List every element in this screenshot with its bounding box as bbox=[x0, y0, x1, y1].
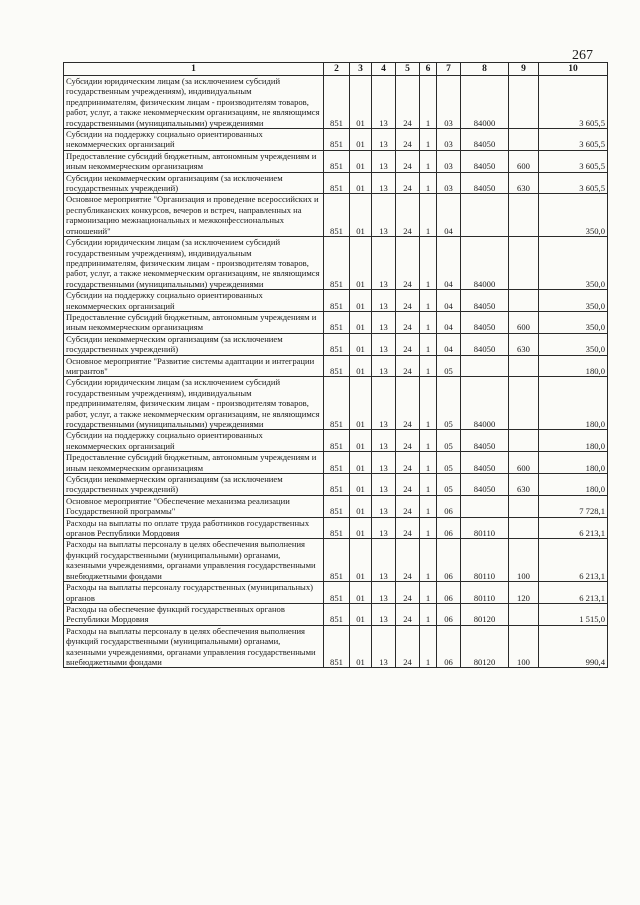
column-5-code: 24 bbox=[396, 76, 420, 129]
row-description: Предоставление субсидий бюджетным, автономным учреждениям и иным некоммерческим организациям bbox=[64, 311, 324, 333]
header-cell: 9 bbox=[509, 63, 539, 76]
row-description: Расходы на выплаты по оплате труда работников государственных органов Республики Мордовия bbox=[64, 517, 324, 539]
column-5-code: 24 bbox=[396, 237, 420, 290]
column-6-code: 1 bbox=[420, 517, 437, 539]
table-row bbox=[64, 355, 608, 377]
row-description: Предоставление субсидий бюджетным, автономным учреждениям и иным некоммерческим организациям bbox=[64, 452, 324, 474]
column-4-code: 13 bbox=[372, 172, 396, 194]
column-9-code: 630 bbox=[509, 474, 539, 496]
amount: 180,0 bbox=[539, 452, 608, 474]
column-8-code: 84050 bbox=[461, 333, 509, 355]
column-5-code: 24 bbox=[396, 430, 420, 452]
column-5-code: 24 bbox=[396, 582, 420, 604]
column-5-code: 24 bbox=[396, 539, 420, 582]
column-3-code: 01 bbox=[350, 172, 372, 194]
column-2-code: 851 bbox=[324, 172, 350, 194]
column-9-code: 630 bbox=[509, 172, 539, 194]
column-5-code: 24 bbox=[396, 517, 420, 539]
row-description: Расходы на выплаты персоналу в целях обеспечения выполнения функций государственными (муниципальными) органами, казенными учреждениями, органами управления государственными внебюджетными фондами bbox=[64, 539, 324, 582]
column-2-code: 851 bbox=[324, 311, 350, 333]
column-3-code: 01 bbox=[350, 76, 372, 129]
column-8-code: 80120 bbox=[461, 625, 509, 668]
column-5-code: 24 bbox=[396, 495, 420, 517]
column-9-code bbox=[509, 517, 539, 539]
column-7-code: 06 bbox=[437, 495, 461, 517]
table-row bbox=[64, 452, 608, 474]
table-row bbox=[64, 194, 608, 237]
column-9-code: 600 bbox=[509, 311, 539, 333]
column-4-code: 13 bbox=[372, 290, 396, 312]
column-6-code: 1 bbox=[420, 194, 437, 237]
table-row bbox=[64, 539, 608, 582]
column-4-code: 13 bbox=[372, 194, 396, 237]
column-2-code: 851 bbox=[324, 452, 350, 474]
row-description: Субсидии некоммерческим организациям (за исключением государственных учреждений) bbox=[64, 333, 324, 355]
column-2-code: 851 bbox=[324, 430, 350, 452]
column-2-code: 851 bbox=[324, 333, 350, 355]
column-2-code: 851 bbox=[324, 76, 350, 129]
column-7-code: 05 bbox=[437, 474, 461, 496]
table-row bbox=[64, 625, 608, 668]
column-4-code: 13 bbox=[372, 355, 396, 377]
table-row bbox=[64, 582, 608, 604]
column-9-code bbox=[509, 355, 539, 377]
column-8-code: 80110 bbox=[461, 582, 509, 604]
table-row bbox=[64, 517, 608, 539]
column-8-code: 80110 bbox=[461, 539, 509, 582]
column-9-code bbox=[509, 76, 539, 129]
column-8-code bbox=[461, 495, 509, 517]
row-description: Субсидии некоммерческим организациям (за исключением государственных учреждений) bbox=[64, 474, 324, 496]
column-2-code: 851 bbox=[324, 237, 350, 290]
column-8-code: 84050 bbox=[461, 311, 509, 333]
column-3-code: 01 bbox=[350, 582, 372, 604]
column-3-code: 01 bbox=[350, 194, 372, 237]
column-4-code: 13 bbox=[372, 495, 396, 517]
column-3-code: 01 bbox=[350, 539, 372, 582]
column-3-code: 01 bbox=[350, 333, 372, 355]
column-3-code: 01 bbox=[350, 517, 372, 539]
column-6-code: 1 bbox=[420, 495, 437, 517]
row-description: Основное мероприятие "Развитие системы адаптации и интеграции мигрантов" bbox=[64, 355, 324, 377]
table-row bbox=[64, 237, 608, 290]
table-row bbox=[64, 290, 608, 312]
column-9-code: 600 bbox=[509, 150, 539, 172]
row-description: Субсидии на поддержку социально ориентированных некоммерческих организаций bbox=[64, 290, 324, 312]
column-7-code: 03 bbox=[437, 172, 461, 194]
amount: 350,0 bbox=[539, 194, 608, 237]
column-9-code: 600 bbox=[509, 452, 539, 474]
table-row bbox=[64, 333, 608, 355]
column-4-code: 13 bbox=[372, 311, 396, 333]
column-4-code: 13 bbox=[372, 377, 396, 430]
column-3-code: 01 bbox=[350, 625, 372, 668]
amount: 180,0 bbox=[539, 377, 608, 430]
column-8-code: 84050 bbox=[461, 129, 509, 151]
table-row bbox=[64, 172, 608, 194]
column-7-code: 04 bbox=[437, 237, 461, 290]
column-7-code: 04 bbox=[437, 333, 461, 355]
header-cell: 5 bbox=[396, 63, 420, 76]
column-8-code bbox=[461, 194, 509, 237]
column-7-code: 03 bbox=[437, 150, 461, 172]
row-description: Расходы на выплаты персоналу в целях обеспечения выполнения функций государственными (муниципальными) органами, казенными учреждениями, органами управления государственными внебюджетными фондами bbox=[64, 625, 324, 668]
column-6-code: 1 bbox=[420, 129, 437, 151]
column-6-code: 1 bbox=[420, 474, 437, 496]
amount: 180,0 bbox=[539, 355, 608, 377]
column-6-code: 1 bbox=[420, 172, 437, 194]
amount: 3 605,5 bbox=[539, 129, 608, 151]
column-7-code: 03 bbox=[437, 76, 461, 129]
column-9-code bbox=[509, 495, 539, 517]
column-7-code: 03 bbox=[437, 129, 461, 151]
column-5-code: 24 bbox=[396, 355, 420, 377]
column-7-code: 04 bbox=[437, 290, 461, 312]
column-4-code: 13 bbox=[372, 582, 396, 604]
column-7-code: 06 bbox=[437, 539, 461, 582]
header-cell: 7 bbox=[437, 63, 461, 76]
column-4-code: 13 bbox=[372, 430, 396, 452]
column-8-code: 80110 bbox=[461, 517, 509, 539]
header-cell: 6 bbox=[420, 63, 437, 76]
column-2-code: 851 bbox=[324, 290, 350, 312]
column-6-code: 1 bbox=[420, 377, 437, 430]
column-7-code: 06 bbox=[437, 625, 461, 668]
amount: 180,0 bbox=[539, 474, 608, 496]
column-6-code: 1 bbox=[420, 539, 437, 582]
column-2-code: 851 bbox=[324, 377, 350, 430]
column-6-code: 1 bbox=[420, 290, 437, 312]
column-9-code bbox=[509, 603, 539, 625]
column-7-code: 04 bbox=[437, 194, 461, 237]
row-description: Субсидии некоммерческим организациям (за исключением государственных учреждений) bbox=[64, 172, 324, 194]
column-3-code: 01 bbox=[350, 452, 372, 474]
column-2-code: 851 bbox=[324, 603, 350, 625]
column-5-code: 24 bbox=[396, 625, 420, 668]
row-description: Субсидии юридическим лицам (за исключением субсидий государственным учреждениям), индивидуальным предпринимателям, физическим лицам - производителям товаров, работ, услуг, а также некоммерческим организациям, не являющимся государственными (муниципальными) учреждениями bbox=[64, 76, 324, 129]
column-9-code: 630 bbox=[509, 333, 539, 355]
column-8-code: 84050 bbox=[461, 452, 509, 474]
column-3-code: 01 bbox=[350, 474, 372, 496]
column-7-code: 06 bbox=[437, 603, 461, 625]
column-2-code: 851 bbox=[324, 150, 350, 172]
budget-table bbox=[63, 62, 608, 668]
amount: 7 728,1 bbox=[539, 495, 608, 517]
header-cell: 8 bbox=[461, 63, 509, 76]
column-4-code: 13 bbox=[372, 539, 396, 582]
column-2-code: 851 bbox=[324, 474, 350, 496]
row-description: Основное мероприятие "Обеспечение механизма реализации Государственной программы" bbox=[64, 495, 324, 517]
column-7-code: 05 bbox=[437, 355, 461, 377]
header-cell: 2 bbox=[324, 63, 350, 76]
column-5-code: 24 bbox=[396, 333, 420, 355]
amount: 3 605,5 bbox=[539, 150, 608, 172]
column-5-code: 24 bbox=[396, 129, 420, 151]
amount: 990,4 bbox=[539, 625, 608, 668]
column-4-code: 13 bbox=[372, 129, 396, 151]
column-9-code: 120 bbox=[509, 582, 539, 604]
amount: 3 605,5 bbox=[539, 76, 608, 129]
column-7-code: 06 bbox=[437, 582, 461, 604]
column-9-code bbox=[509, 377, 539, 430]
column-6-code: 1 bbox=[420, 311, 437, 333]
header-cell: 10 bbox=[539, 63, 608, 76]
column-6-code: 1 bbox=[420, 430, 437, 452]
column-6-code: 1 bbox=[420, 333, 437, 355]
row-description: Основное мероприятие "Организация и проведение всероссийских и республиканских конкурсов, вечеров и встреч, направленных на гармонизацию межнациональных и межконфессиональных отношений" bbox=[64, 194, 324, 237]
column-6-code: 1 bbox=[420, 76, 437, 129]
column-6-code: 1 bbox=[420, 603, 437, 625]
amount: 180,0 bbox=[539, 430, 608, 452]
column-3-code: 01 bbox=[350, 129, 372, 151]
column-4-code: 13 bbox=[372, 333, 396, 355]
table-row bbox=[64, 129, 608, 151]
column-3-code: 01 bbox=[350, 237, 372, 290]
column-3-code: 01 bbox=[350, 311, 372, 333]
row-description: Предоставление субсидий бюджетным, автономным учреждениям и иным некоммерческим организациям bbox=[64, 150, 324, 172]
table-row bbox=[64, 495, 608, 517]
column-4-code: 13 bbox=[372, 517, 396, 539]
table-row bbox=[64, 603, 608, 625]
column-6-code: 1 bbox=[420, 355, 437, 377]
row-description: Расходы на обеспечение функций государственных органов Республики Мордовия bbox=[64, 603, 324, 625]
column-8-code: 84050 bbox=[461, 430, 509, 452]
table-row bbox=[64, 377, 608, 430]
column-4-code: 13 bbox=[372, 474, 396, 496]
column-9-code bbox=[509, 430, 539, 452]
row-description: Субсидии на поддержку социально ориентированных некоммерческих организаций bbox=[64, 430, 324, 452]
column-3-code: 01 bbox=[350, 355, 372, 377]
table-row bbox=[64, 430, 608, 452]
column-7-code: 05 bbox=[437, 377, 461, 430]
row-description: Субсидии юридическим лицам (за исключением субсидий государственным учреждениям), индивидуальным предпринимателям, физическим лицам - производителям товаров, работ, услуг, а также некоммерческим организациям, не являющимся государственными (муниципальными) учреждениями bbox=[64, 237, 324, 290]
column-5-code: 24 bbox=[396, 172, 420, 194]
column-8-code: 84000 bbox=[461, 377, 509, 430]
header-cell: 3 bbox=[350, 63, 372, 76]
row-description: Субсидии юридическим лицам (за исключением субсидий государственным учреждениям), индивидуальным предпринимателям, физическим лицам - производителям товаров, работ, услуг, а также некоммерческим организациям, не являющимся государственными (муниципальными) учреждениями bbox=[64, 377, 324, 430]
column-9-code bbox=[509, 194, 539, 237]
column-6-code: 1 bbox=[420, 625, 437, 668]
page-number: 267 bbox=[572, 48, 593, 63]
column-8-code: 84000 bbox=[461, 76, 509, 129]
amount: 6 213,1 bbox=[539, 539, 608, 582]
header-row bbox=[64, 63, 608, 76]
column-8-code bbox=[461, 355, 509, 377]
column-4-code: 13 bbox=[372, 452, 396, 474]
column-9-code: 100 bbox=[509, 625, 539, 668]
column-3-code: 01 bbox=[350, 377, 372, 430]
column-8-code: 84000 bbox=[461, 237, 509, 290]
row-description: Субсидии на поддержку социально ориентированных некоммерческих организаций bbox=[64, 129, 324, 151]
column-3-code: 01 bbox=[350, 290, 372, 312]
column-8-code: 80120 bbox=[461, 603, 509, 625]
column-8-code: 84050 bbox=[461, 150, 509, 172]
column-9-code bbox=[509, 237, 539, 290]
column-6-code: 1 bbox=[420, 452, 437, 474]
column-6-code: 1 bbox=[420, 237, 437, 290]
amount: 6 213,1 bbox=[539, 517, 608, 539]
table-body bbox=[64, 76, 608, 668]
column-6-code: 1 bbox=[420, 582, 437, 604]
column-2-code: 851 bbox=[324, 129, 350, 151]
column-8-code: 84050 bbox=[461, 172, 509, 194]
table-row bbox=[64, 311, 608, 333]
column-7-code: 05 bbox=[437, 452, 461, 474]
column-6-code: 1 bbox=[420, 150, 437, 172]
column-5-code: 24 bbox=[396, 194, 420, 237]
table-row bbox=[64, 76, 608, 129]
column-9-code: 100 bbox=[509, 539, 539, 582]
column-4-code: 13 bbox=[372, 150, 396, 172]
amount: 350,0 bbox=[539, 333, 608, 355]
table-row bbox=[64, 150, 608, 172]
column-2-code: 851 bbox=[324, 355, 350, 377]
amount: 350,0 bbox=[539, 311, 608, 333]
header-cell: 1 bbox=[64, 63, 324, 76]
row-description: Расходы на выплаты персоналу государственных (муниципальных) органов bbox=[64, 582, 324, 604]
column-3-code: 01 bbox=[350, 430, 372, 452]
column-2-code: 851 bbox=[324, 517, 350, 539]
column-5-code: 24 bbox=[396, 452, 420, 474]
column-2-code: 851 bbox=[324, 625, 350, 668]
column-3-code: 01 bbox=[350, 603, 372, 625]
column-4-code: 13 bbox=[372, 625, 396, 668]
column-5-code: 24 bbox=[396, 290, 420, 312]
column-9-code bbox=[509, 129, 539, 151]
column-8-code: 84050 bbox=[461, 290, 509, 312]
column-2-code: 851 bbox=[324, 582, 350, 604]
column-5-code: 24 bbox=[396, 311, 420, 333]
column-7-code: 05 bbox=[437, 430, 461, 452]
amount: 3 605,5 bbox=[539, 172, 608, 194]
table-row bbox=[64, 474, 608, 496]
column-2-code: 851 bbox=[324, 495, 350, 517]
column-7-code: 06 bbox=[437, 517, 461, 539]
column-2-code: 851 bbox=[324, 194, 350, 237]
column-5-code: 24 bbox=[396, 474, 420, 496]
column-5-code: 24 bbox=[396, 150, 420, 172]
column-4-code: 13 bbox=[372, 237, 396, 290]
column-4-code: 13 bbox=[372, 76, 396, 129]
header-cell: 4 bbox=[372, 63, 396, 76]
amount: 6 213,1 bbox=[539, 582, 608, 604]
column-3-code: 01 bbox=[350, 150, 372, 172]
column-3-code: 01 bbox=[350, 495, 372, 517]
amount: 1 515,0 bbox=[539, 603, 608, 625]
column-7-code: 04 bbox=[437, 311, 461, 333]
column-9-code bbox=[509, 290, 539, 312]
column-4-code: 13 bbox=[372, 603, 396, 625]
column-5-code: 24 bbox=[396, 603, 420, 625]
column-5-code: 24 bbox=[396, 377, 420, 430]
column-2-code: 851 bbox=[324, 539, 350, 582]
amount: 350,0 bbox=[539, 290, 608, 312]
column-8-code: 84050 bbox=[461, 474, 509, 496]
amount: 350,0 bbox=[539, 237, 608, 290]
